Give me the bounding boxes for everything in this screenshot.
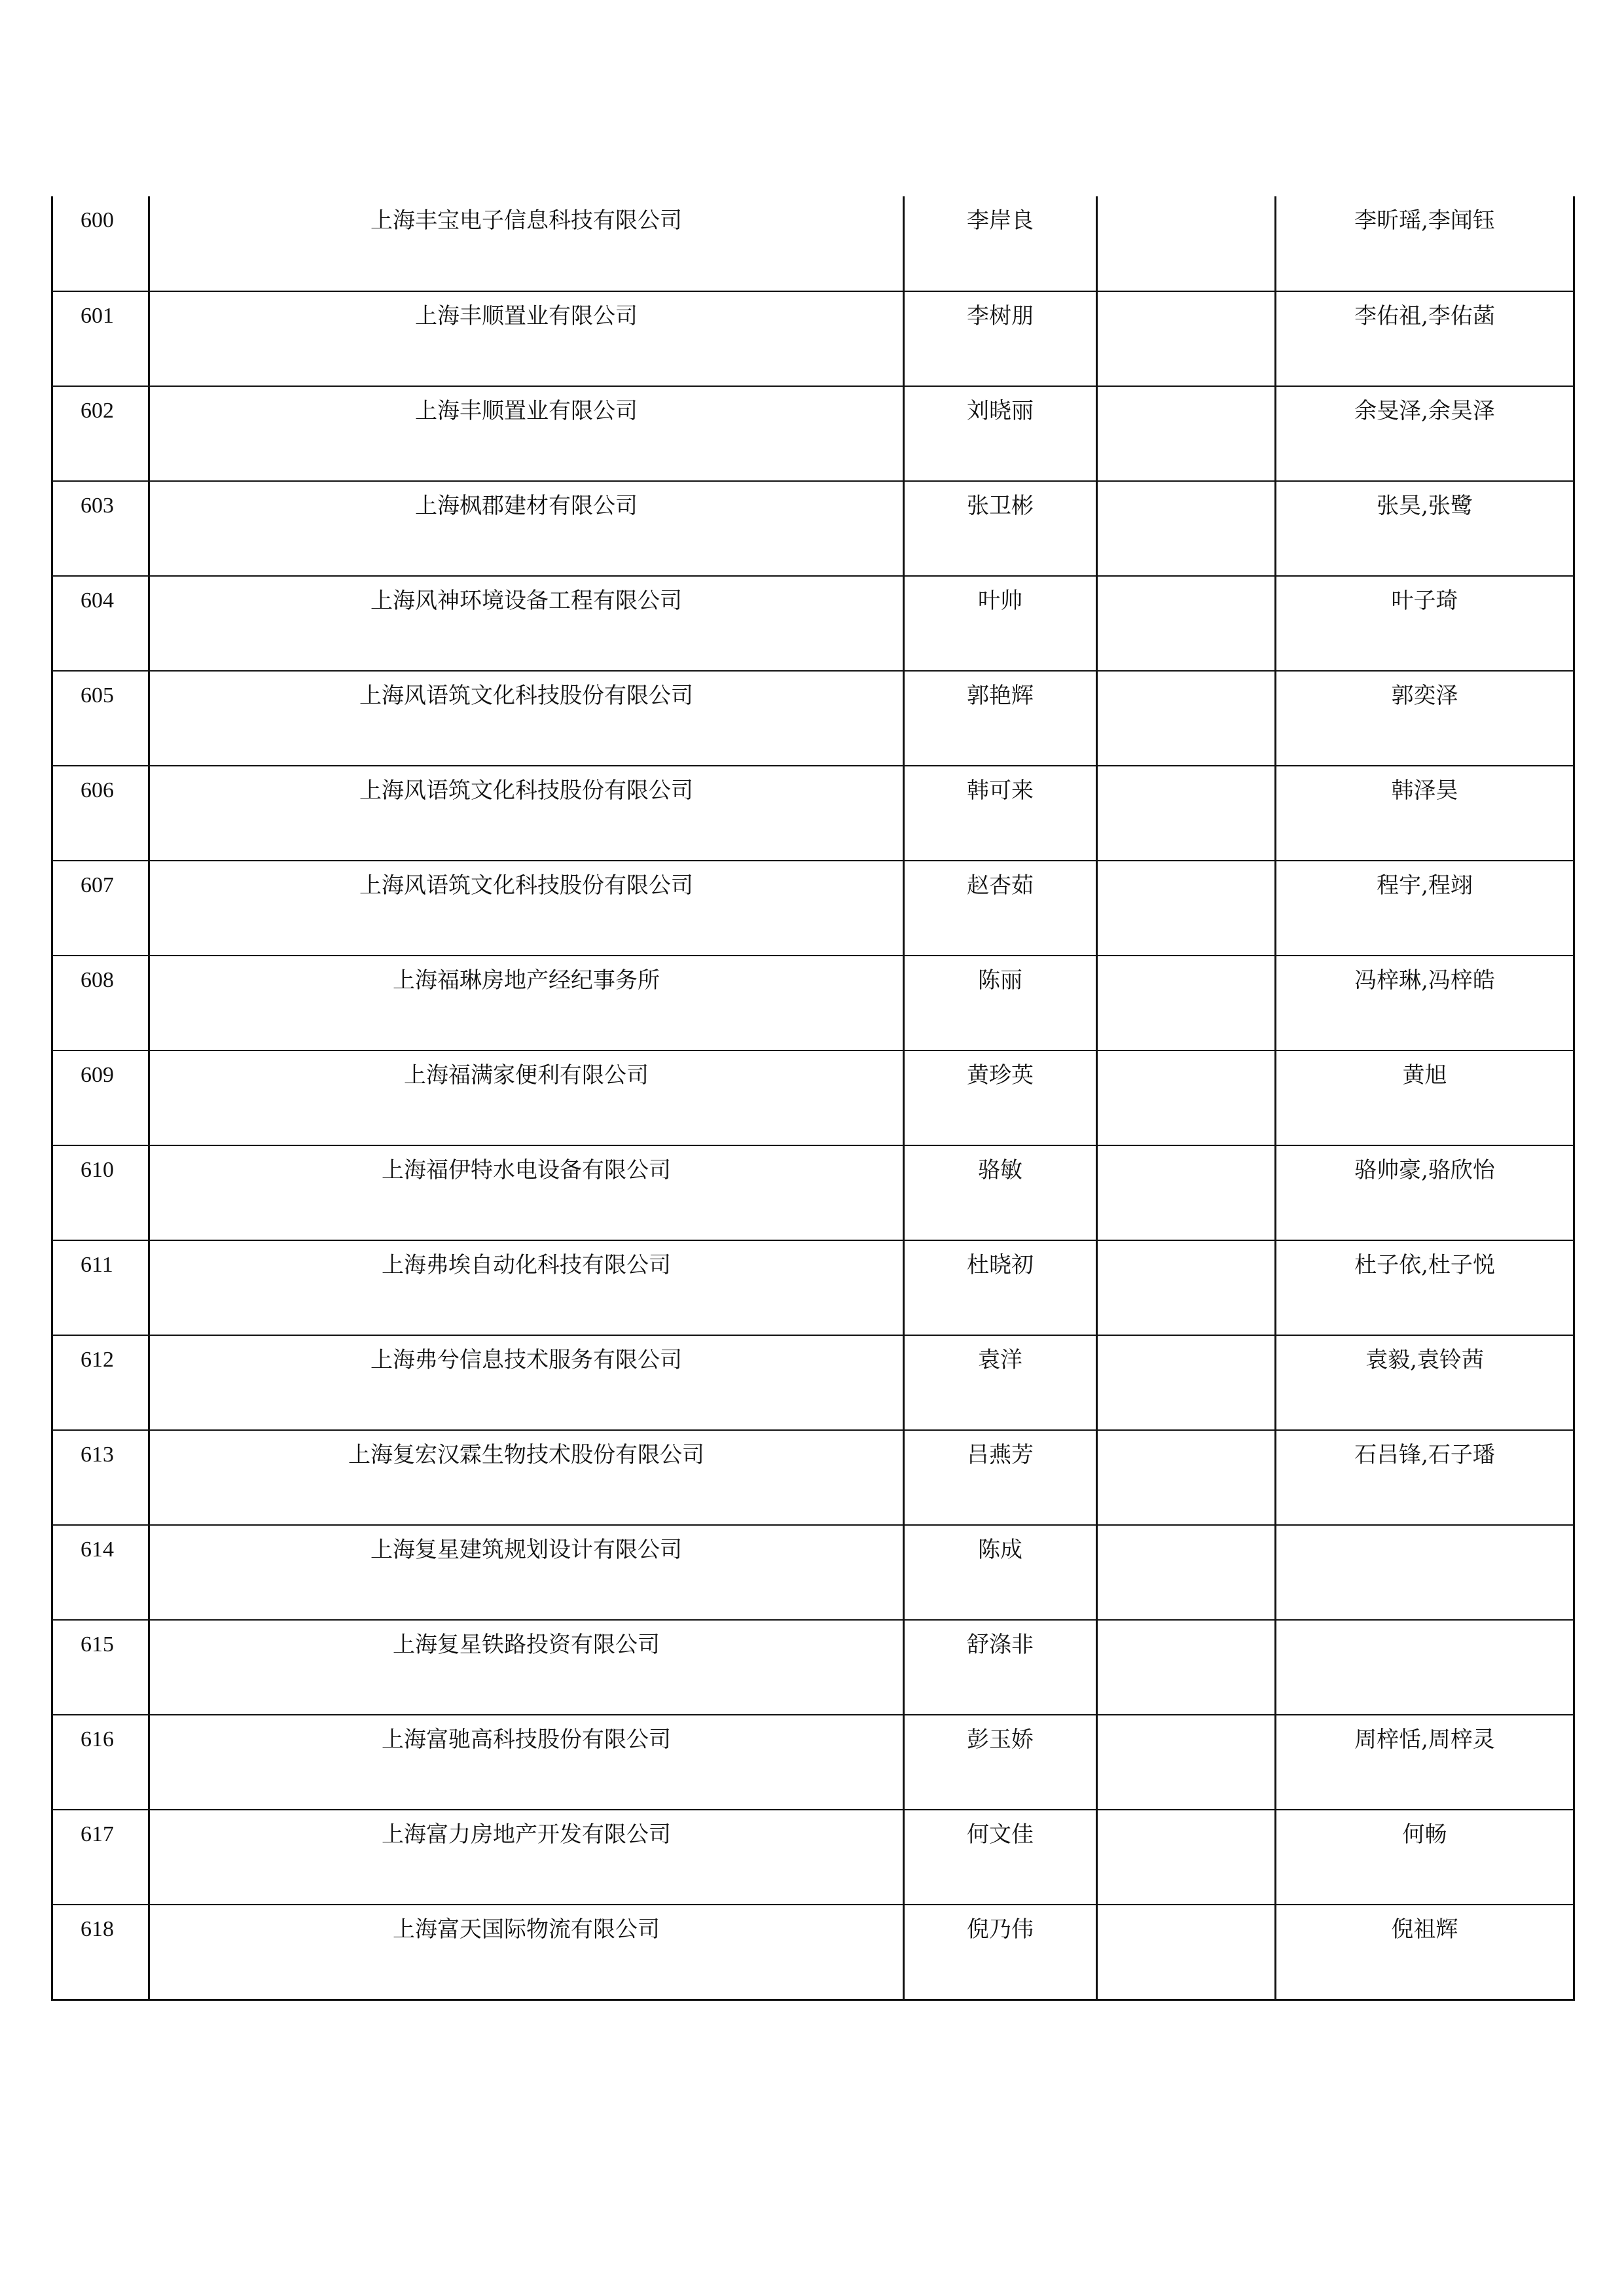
contact-cell: 何文佳 (904, 1810, 1097, 1905)
company-cell: 上海风语筑文化科技股份有限公司 (149, 861, 904, 956)
row-number-cell: 605 (52, 671, 149, 766)
contact-cell: 李树朋 (904, 291, 1097, 386)
company-cell: 上海丰顺置业有限公司 (149, 291, 904, 386)
children-cell: 何畅 (1276, 1810, 1574, 1905)
company-cell: 上海富力房地产开发有限公司 (149, 1810, 904, 1905)
children-cell: 程宇,程翊 (1276, 861, 1574, 956)
table-row (52, 1715, 1574, 1810)
row-number-cell: 613 (52, 1430, 149, 1525)
row-number-cell: 612 (52, 1335, 149, 1430)
children-cell: 骆帅豪,骆欣怡 (1276, 1145, 1574, 1240)
children-cell (1276, 1620, 1574, 1715)
contact-cell: 陈丽 (904, 956, 1097, 1050)
contact-cell: 刘晓丽 (904, 386, 1097, 481)
children-cell: 李昕瑶,李闻钰 (1276, 196, 1574, 291)
table-row (52, 196, 1574, 291)
contact-cell: 张卫彬 (904, 481, 1097, 576)
table-row (52, 766, 1574, 861)
children-cell: 叶子琦 (1276, 576, 1574, 671)
company-cell: 上海风神环境设备工程有限公司 (149, 576, 904, 671)
company-cell: 上海复宏汉霖生物技术股份有限公司 (149, 1430, 904, 1525)
row-number-cell: 618 (52, 1905, 149, 2000)
children-cell: 郭奕泽 (1276, 671, 1574, 766)
company-cell: 上海福满家便利有限公司 (149, 1050, 904, 1145)
children-cell: 周梓恬,周梓灵 (1276, 1715, 1574, 1810)
contact-cell: 郭艳辉 (904, 671, 1097, 766)
blank-cell (1097, 956, 1276, 1050)
contact-cell: 吕燕芳 (904, 1430, 1097, 1525)
company-cell: 上海丰宝电子信息科技有限公司 (149, 196, 904, 291)
company-cell: 上海复星铁路投资有限公司 (149, 1620, 904, 1715)
contact-cell: 赵杏茹 (904, 861, 1097, 956)
blank-cell (1097, 1430, 1276, 1525)
table-row (52, 1905, 1574, 2000)
company-cell: 上海风语筑文化科技股份有限公司 (149, 671, 904, 766)
children-cell: 杜子依,杜子悦 (1276, 1240, 1574, 1335)
contact-cell: 舒涤非 (904, 1620, 1097, 1715)
table-row (52, 481, 1574, 576)
table-row (52, 1050, 1574, 1145)
row-number-cell: 610 (52, 1145, 149, 1240)
company-cell: 上海弗兮信息技术服务有限公司 (149, 1335, 904, 1430)
table-row (52, 576, 1574, 671)
row-number-cell: 600 (52, 196, 149, 291)
row-number-cell: 606 (52, 766, 149, 861)
blank-cell (1097, 766, 1276, 861)
company-cell: 上海福伊特水电设备有限公司 (149, 1145, 904, 1240)
row-number-cell: 616 (52, 1715, 149, 1810)
blank-cell (1097, 861, 1276, 956)
children-cell: 石吕锋,石子璠 (1276, 1430, 1574, 1525)
blank-cell (1097, 1525, 1276, 1620)
company-cell: 上海弗埃自动化科技有限公司 (149, 1240, 904, 1335)
contact-cell: 李岸良 (904, 196, 1097, 291)
blank-cell (1097, 196, 1276, 291)
children-cell: 袁毅,袁铃茜 (1276, 1335, 1574, 1430)
children-cell: 余旻泽,余昊泽 (1276, 386, 1574, 481)
row-number-cell: 614 (52, 1525, 149, 1620)
blank-cell (1097, 576, 1276, 671)
table-row (52, 1525, 1574, 1620)
row-number-cell: 617 (52, 1810, 149, 1905)
blank-cell (1097, 1050, 1276, 1145)
company-cell: 上海富天国际物流有限公司 (149, 1905, 904, 2000)
contact-cell: 倪乃伟 (904, 1905, 1097, 2000)
company-cell: 上海风语筑文化科技股份有限公司 (149, 766, 904, 861)
row-number-cell: 607 (52, 861, 149, 956)
contact-cell: 骆敏 (904, 1145, 1097, 1240)
roster-table-body (52, 196, 1574, 2000)
company-cell: 上海枫郡建材有限公司 (149, 481, 904, 576)
row-number-cell: 603 (52, 481, 149, 576)
children-cell: 张昊,张鹭 (1276, 481, 1574, 576)
row-number-cell: 602 (52, 386, 149, 481)
children-cell: 黄旭 (1276, 1050, 1574, 1145)
roster-table (51, 196, 1575, 2001)
company-cell: 上海富驰高科技股份有限公司 (149, 1715, 904, 1810)
table-row (52, 671, 1574, 766)
children-cell: 李佑祖,李佑菡 (1276, 291, 1574, 386)
contact-cell: 杜晓初 (904, 1240, 1097, 1335)
blank-cell (1097, 481, 1276, 576)
children-cell: 冯梓琳,冯梓皓 (1276, 956, 1574, 1050)
blank-cell (1097, 1145, 1276, 1240)
table-row (52, 1145, 1574, 1240)
children-cell (1276, 1525, 1574, 1620)
row-number-cell: 601 (52, 291, 149, 386)
children-cell: 倪祖辉 (1276, 1905, 1574, 2000)
table-row (52, 1240, 1574, 1335)
row-number-cell: 615 (52, 1620, 149, 1715)
contact-cell: 叶帅 (904, 576, 1097, 671)
table-row (52, 1810, 1574, 1905)
contact-cell: 韩可来 (904, 766, 1097, 861)
blank-cell (1097, 671, 1276, 766)
contact-cell: 陈成 (904, 1525, 1097, 1620)
blank-cell (1097, 1905, 1276, 2000)
blank-cell (1097, 1620, 1276, 1715)
company-cell: 上海复星建筑规划设计有限公司 (149, 1525, 904, 1620)
table-row (52, 291, 1574, 386)
row-number-cell: 608 (52, 956, 149, 1050)
table-row (52, 956, 1574, 1050)
row-number-cell: 604 (52, 576, 149, 671)
contact-cell: 彭玉娇 (904, 1715, 1097, 1810)
blank-cell (1097, 1240, 1276, 1335)
table-row (52, 1430, 1574, 1525)
blank-cell (1097, 1810, 1276, 1905)
contact-cell: 黄珍英 (904, 1050, 1097, 1145)
children-cell: 韩泽昊 (1276, 766, 1574, 861)
blank-cell (1097, 291, 1276, 386)
table-row (52, 386, 1574, 481)
row-number-cell: 611 (52, 1240, 149, 1335)
blank-cell (1097, 1715, 1276, 1810)
company-cell: 上海丰顺置业有限公司 (149, 386, 904, 481)
table-row (52, 1620, 1574, 1715)
table-row (52, 1335, 1574, 1430)
contact-cell: 袁洋 (904, 1335, 1097, 1430)
blank-cell (1097, 386, 1276, 481)
row-number-cell: 609 (52, 1050, 149, 1145)
company-cell: 上海福琳房地产经纪事务所 (149, 956, 904, 1050)
blank-cell (1097, 1335, 1276, 1430)
table-row (52, 861, 1574, 956)
